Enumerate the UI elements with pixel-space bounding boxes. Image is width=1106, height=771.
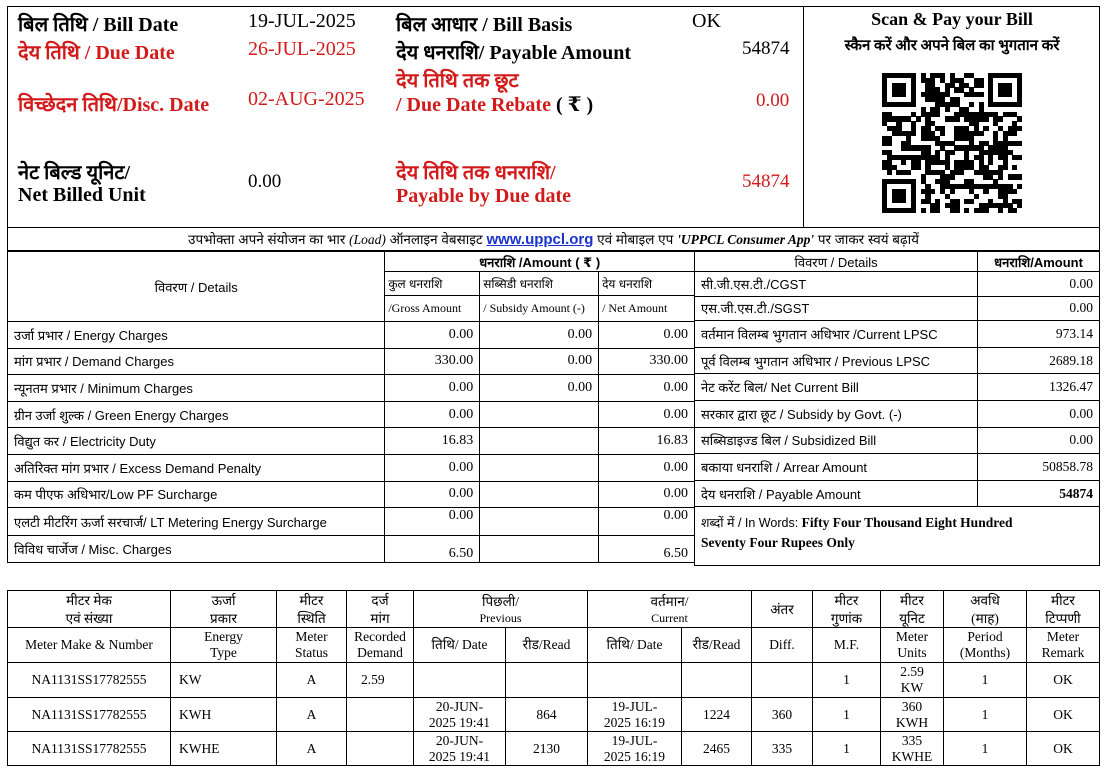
- charge-label: न्यूनतम प्रभार / Minimum Charges: [8, 375, 385, 402]
- net-units-label-line1: नेट बिल्ड यूनिट/: [18, 162, 130, 184]
- meter-prev-read: 864: [506, 698, 588, 732]
- meter-make: NA1131SS17782555: [8, 663, 171, 698]
- qr-module: [1017, 126, 1022, 131]
- amount-in-words: [695, 507, 1100, 566]
- bill-basis-label: बिल आधार / Bill Basis: [396, 14, 573, 36]
- meter-row: [8, 732, 1100, 766]
- meter-row: [8, 698, 1100, 732]
- bill-date-value: 19-JUL-2025: [248, 10, 356, 32]
- meter-row: [8, 663, 1100, 698]
- summary-row: [695, 347, 1100, 374]
- meter-status: A: [277, 663, 347, 698]
- summary-value: 0.00: [978, 427, 1100, 454]
- charge-row: [8, 454, 695, 481]
- remark-header: Meter Remark: [1027, 628, 1100, 663]
- bill-date-label: बिल तिथि / Bill Date: [18, 14, 179, 36]
- charge-row: [8, 508, 695, 536]
- remark-header-hi: मीटर टिप्पणी: [1027, 591, 1100, 628]
- meter-period: 1: [944, 663, 1027, 698]
- qr-module: [979, 131, 984, 136]
- units-header-hi: मीटर यूनिट: [881, 591, 944, 628]
- qr-module: [983, 126, 988, 131]
- notice-after: पर जाकर स्वयं बढ़ायें: [814, 232, 919, 247]
- net-header-en: / Net Amount: [599, 296, 695, 322]
- summary-value: 54874: [978, 480, 1100, 507]
- meter-remark: OK: [1027, 663, 1100, 698]
- summary-value: 0.00: [978, 296, 1100, 321]
- summary-value: 0.00: [978, 272, 1100, 297]
- qr-module: [935, 112, 940, 117]
- summary-value: 1326.47: [978, 374, 1100, 401]
- summary-label: सब्सिडाइज्ड बिल / Subsidized Bill: [695, 427, 978, 454]
- charge-gross: 0.00: [385, 481, 480, 508]
- qr-module: [998, 208, 1003, 213]
- prev-read-header: रीड/Read: [506, 628, 588, 663]
- notice-app: 'UPPCL Consumer App': [677, 232, 815, 247]
- qr-module: [1017, 141, 1022, 146]
- charge-gross: 0.00: [385, 508, 480, 536]
- qr-module: [998, 116, 1003, 121]
- meter-curr-read: 1224: [682, 698, 752, 732]
- words-line1: Fifty Four Thousand Eight Hundred: [801, 515, 1013, 531]
- meter-prev-date: 20-JUN- 2025 19:41: [414, 698, 506, 732]
- net-header-hi: देय धनराशि: [599, 272, 695, 296]
- payable-by-due-label-line2: Payable by Due date: [396, 185, 571, 207]
- previous-header: पिछली/ Previous: [414, 591, 588, 628]
- notice-load: (Load): [349, 232, 386, 247]
- charge-gross: 0.00: [385, 322, 480, 349]
- qr-module: [906, 170, 911, 175]
- charge-label: कम पीएफ अधिभार/Low PF Surcharge: [8, 481, 385, 508]
- rd-header-hi: दर्ज मांग: [347, 591, 414, 628]
- charge-row: [8, 322, 695, 349]
- qr-module: [954, 208, 959, 213]
- diff-header-hi: अंतर: [752, 591, 813, 628]
- meter-table: [7, 590, 1100, 766]
- qr-module: [1017, 174, 1022, 179]
- make-header: Meter Make & Number: [8, 628, 171, 663]
- qr-module: [1012, 165, 1017, 170]
- summary-label: बकाया धनराशि / Arrear Amount: [695, 454, 978, 481]
- charge-net: 0.00: [599, 375, 695, 402]
- qr-module: [935, 208, 940, 213]
- scan-subtitle: स्कैन करें और अपने बिल का भुगतान करें: [844, 38, 1060, 54]
- rebate-label-line1: देय तिथि तक छूट: [396, 70, 519, 92]
- qr-module: [954, 116, 959, 121]
- qr-module: [979, 92, 984, 97]
- meter-remark: OK: [1027, 698, 1100, 732]
- charge-label: ग्रीन उर्जा शुल्क / Green Energy Charges: [8, 401, 385, 428]
- charge-subsidy: 0.00: [480, 375, 599, 402]
- charge-subsidy: [480, 428, 599, 455]
- meter-recorded-demand: [347, 732, 414, 766]
- meter-status: A: [277, 698, 347, 732]
- summary-label: पूर्व विलम्ब भुगतान अधिभार / Previous LPSC: [695, 347, 978, 374]
- charge-subsidy: [480, 536, 599, 563]
- meter-prev-date: 20-JUN- 2025 19:41: [414, 732, 506, 766]
- diff-header: Diff.: [752, 628, 813, 663]
- qr-module: [950, 174, 955, 179]
- meter-recorded-demand: 2.59: [347, 663, 414, 698]
- charge-subsidy: [480, 508, 599, 536]
- charge-label: अतिरिक्त मांग प्रभार / Excess Demand Penalty: [8, 454, 385, 481]
- charge-row: [8, 375, 695, 402]
- meter-period: 1: [944, 698, 1027, 732]
- qr-module: [950, 189, 955, 194]
- summary-row: [695, 427, 1100, 454]
- meter-recorded-demand: [347, 698, 414, 732]
- meter-type: KWHE: [171, 732, 277, 766]
- qr-module: [964, 208, 969, 213]
- qr-module: [998, 174, 1003, 179]
- due-date-label: देय तिथि / Due Date: [18, 42, 175, 64]
- charge-row: [8, 348, 695, 375]
- summary-row: [695, 400, 1100, 427]
- qr-module: [959, 170, 964, 175]
- prev-date-header: तिथि/ Date: [414, 628, 506, 663]
- rebate-value: 0.00: [756, 90, 790, 111]
- charge-net: 0.00: [599, 454, 695, 481]
- qr-module: [974, 194, 979, 199]
- status-header: Meter Status: [277, 628, 347, 663]
- qr-module: [969, 199, 974, 204]
- qr-module: [911, 131, 916, 136]
- charge-subsidy: [480, 454, 599, 481]
- qr-module: [887, 170, 892, 175]
- payable-by-due-label-line1: देय तिथि तक धनराशि/: [396, 162, 556, 184]
- qr-module: [969, 102, 974, 107]
- charge-subsidy: [480, 481, 599, 508]
- meter-mf: 1: [813, 698, 881, 732]
- notice-text: [7, 230, 1100, 248]
- qr-module: [983, 208, 988, 213]
- qr-module: [1017, 155, 1022, 160]
- qr-finder: [998, 83, 1012, 97]
- meter-prev-read: [506, 663, 588, 698]
- meter-curr-date: 19-JUL- 2025 16:19: [588, 732, 682, 766]
- meter-diff: 335: [752, 732, 813, 766]
- charges-details-header: विवरण / Details: [8, 252, 385, 322]
- net-units-label-line2: Net Billed Unit: [18, 184, 146, 206]
- words-prefix: शब्दों में / In Words:: [701, 516, 802, 531]
- charge-subsidy: [480, 401, 599, 428]
- summary-row: [695, 272, 1100, 297]
- qr-module: [921, 208, 926, 213]
- charge-subsidy: 0.00: [480, 322, 599, 349]
- summary-row: [695, 480, 1100, 507]
- disc-date-value: 02-AUG-2025: [248, 88, 365, 110]
- charge-row: [8, 428, 695, 455]
- status-header-hi: मीटर स्थिति: [277, 591, 347, 628]
- charge-gross: 6.50: [385, 536, 480, 563]
- payable-amount-value: 54874: [742, 38, 790, 59]
- summary-row: [695, 321, 1100, 348]
- qr-module: [940, 131, 945, 136]
- meter-type: KW: [171, 663, 277, 698]
- charge-subsidy: 0.00: [480, 348, 599, 375]
- qr-code-icon[interactable]: [882, 73, 1022, 213]
- meter-curr-date: [588, 663, 682, 698]
- rebate-label-text: / Due Date Rebate: [396, 94, 551, 116]
- words-line2: Seventy Four Rupees Only: [701, 535, 855, 551]
- meter-curr-read: [682, 663, 752, 698]
- due-date-value: 26-JUL-2025: [248, 38, 356, 60]
- notice-middle: ऑनलाइन वेबसाइट: [385, 232, 487, 247]
- qr-module: [916, 116, 921, 121]
- charge-label: विविध चार्जेज / Misc. Charges: [8, 536, 385, 563]
- charge-net: 0.00: [599, 401, 695, 428]
- qr-module: [887, 141, 892, 146]
- charge-net: 16.83: [599, 428, 695, 455]
- type-header: Energy Type: [171, 628, 277, 663]
- rupee-symbol: ( ₹ ): [555, 94, 594, 116]
- qr-module: [979, 83, 984, 88]
- charge-net: 0.00: [599, 481, 695, 508]
- qr-module: [1003, 165, 1008, 170]
- qr-module: [983, 116, 988, 121]
- payable-amount-label: देय धनराशि/ Payable Amount: [396, 42, 631, 64]
- summary-value: 973.14: [978, 321, 1100, 348]
- charge-row: [8, 401, 695, 428]
- qr-module: [950, 150, 955, 155]
- qr-finder: [892, 83, 906, 97]
- curr-read-header: रीड/Read: [682, 628, 752, 663]
- meter-prev-date: [414, 663, 506, 698]
- charge-row: [8, 481, 695, 508]
- summary-label: सी.जी.एस.टी./CGST: [695, 272, 978, 297]
- curr-date-header: तिथि/ Date: [588, 628, 682, 663]
- mf-header-hi: मीटर गुणांक: [813, 591, 881, 628]
- units-header: Meter Units: [881, 628, 944, 663]
- charge-net: 330.00: [599, 348, 695, 375]
- meter-curr-date: 19-JUL- 2025 16:19: [588, 698, 682, 732]
- summary-label: सरकार द्वारा छूट / Subsidy by Govt. (-): [695, 400, 978, 427]
- charge-net: 0.00: [599, 508, 695, 536]
- qr-module: [930, 189, 935, 194]
- charge-label: विद्युत कर / Electricity Duty: [8, 428, 385, 455]
- meter-units: 335 KWHE: [881, 732, 944, 766]
- bill-basis-value: OK: [692, 10, 721, 32]
- qr-module: [945, 107, 950, 112]
- subsidy-header-en: / Subsidy Amount (-): [480, 296, 599, 322]
- qr-finder: [892, 189, 906, 203]
- qr-module: [988, 160, 993, 165]
- meter-prev-read: 2130: [506, 732, 588, 766]
- type-header-hi: ऊर्जा प्रकार: [171, 591, 277, 628]
- current-header: वर्तमान/ Current: [588, 591, 752, 628]
- rd-header: Recorded Demand: [347, 628, 414, 663]
- meter-diff: 360: [752, 698, 813, 732]
- gross-header-en: /Gross Amount: [385, 296, 480, 322]
- qr-module: [901, 160, 906, 165]
- net-units-value: 0.00: [248, 171, 282, 192]
- qr-module: [983, 189, 988, 194]
- meter-status: A: [277, 732, 347, 766]
- qr-module: [916, 165, 921, 170]
- summary-label: एस.जी.एस.टी./SGST: [695, 296, 978, 321]
- subsidy-header-hi: सब्सिडी धनराशि: [480, 272, 599, 296]
- meter-mf: 1: [813, 732, 881, 766]
- charge-gross: 0.00: [385, 401, 480, 428]
- qr-module: [1017, 184, 1022, 189]
- uppcl-website-link[interactable]: www.uppcl.org: [486, 231, 594, 248]
- charges-amount-header: धनराशि /Amount ( ₹ ): [385, 252, 695, 272]
- meter-units: 2.59 KW: [881, 663, 944, 698]
- charge-label: मांग प्रभार / Demand Charges: [8, 348, 385, 375]
- charge-net: 6.50: [599, 536, 695, 563]
- right-amount-header: धनराशि/Amount: [978, 252, 1100, 272]
- meter-make: NA1131SS17782555: [8, 732, 171, 766]
- summary-label: देय धनराशि / Payable Amount: [695, 480, 978, 507]
- charge-gross: 0.00: [385, 375, 480, 402]
- meter-units: 360 KWH: [881, 698, 944, 732]
- summary-row: [695, 454, 1100, 481]
- period-header-hi: अवधि (माह): [944, 591, 1027, 628]
- meter-remark: OK: [1027, 732, 1100, 766]
- notice-before: उपभोक्ता अपने संयोजन का भार: [188, 232, 350, 247]
- qr-module: [1012, 131, 1017, 136]
- qr-module: [1012, 208, 1017, 213]
- make-header-hi: मीटर मेक एवं संख्या: [8, 591, 171, 628]
- qr-module: [1017, 203, 1022, 208]
- charge-gross: 0.00: [385, 454, 480, 481]
- bill-summary-table: [694, 251, 1100, 566]
- gross-header-hi: कुल धनराशि: [385, 272, 480, 296]
- summary-row: [695, 374, 1100, 401]
- mf-header: M.F.: [813, 628, 881, 663]
- qr-module: [1017, 116, 1022, 121]
- summary-label: वर्तमान विलम्ब भुगतान अधिभार /Current LPSC: [695, 321, 978, 348]
- right-details-header: विवरण / Details: [695, 252, 978, 272]
- charge-gross: 16.83: [385, 428, 480, 455]
- charge-label: उर्जा प्रभार / Energy Charges: [8, 322, 385, 349]
- scan-title: Scan & Pay your Bill: [871, 9, 1033, 29]
- summary-row: [695, 296, 1100, 321]
- qr-module: [1012, 189, 1017, 194]
- meter-curr-read: 2465: [682, 732, 752, 766]
- charge-label: एलटी मीटरिंग ऊर्जा सरचार्ज/ LT Metering Energy Surcharge: [8, 508, 385, 536]
- disc-date-label: विच्छेदन तिथि/Disc. Date: [18, 94, 210, 116]
- meter-diff: [752, 663, 813, 698]
- rebate-label-line2: [396, 92, 593, 117]
- summary-value: 2689.18: [978, 347, 1100, 374]
- summary-value: 50858.78: [978, 454, 1100, 481]
- charge-row: [8, 536, 695, 563]
- meter-mf: 1: [813, 663, 881, 698]
- meter-make: NA1131SS17782555: [8, 698, 171, 732]
- charge-net: 0.00: [599, 322, 695, 349]
- meter-period: 1: [944, 732, 1027, 766]
- charges-table: [7, 251, 695, 563]
- summary-value: 0.00: [978, 400, 1100, 427]
- summary-label: नेट करेंट बिल/ Net Current Bill: [695, 374, 978, 401]
- period-header: Period (Months): [944, 628, 1027, 663]
- payable-by-due-value: 54874: [742, 171, 790, 192]
- charge-gross: 330.00: [385, 348, 480, 375]
- notice-middle2: एवं मोबाइल एप: [593, 232, 678, 247]
- meter-type: KWH: [171, 698, 277, 732]
